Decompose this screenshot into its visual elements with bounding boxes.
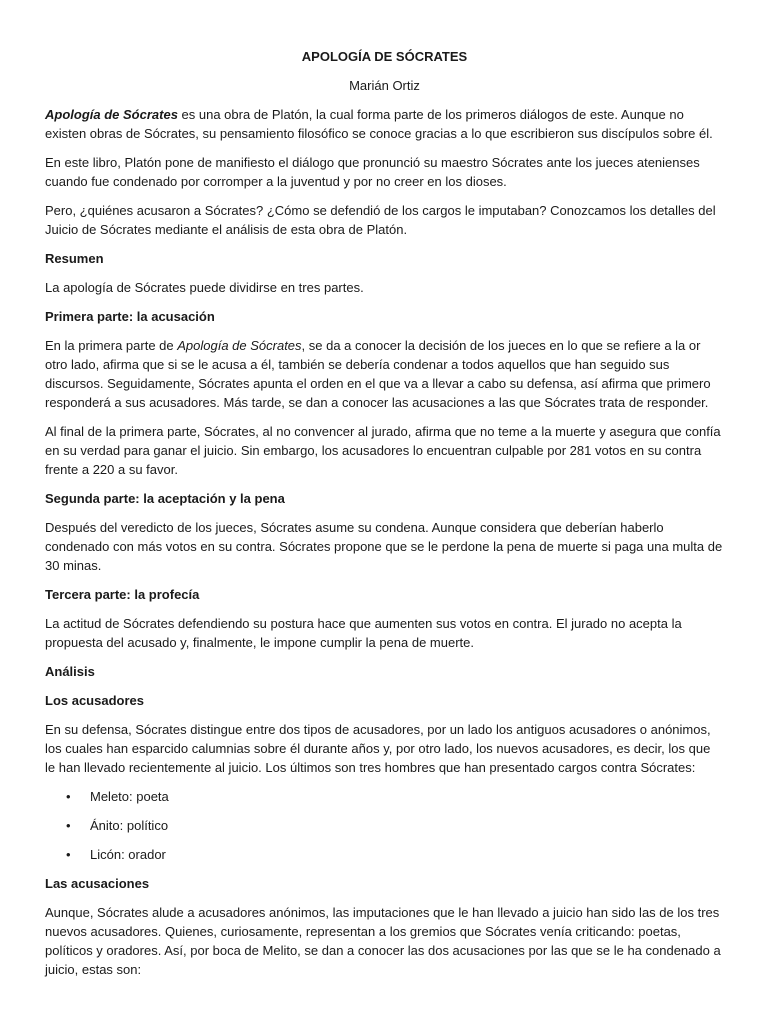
paragraph-tercera-parte: La actitud de Sócrates defendiendo su postura hace que aumenten sus votos en contra. El jurado no acepta la propuesta del acusado y, finalmente, le impone cumplir la pena de muerte. xyxy=(45,616,682,650)
accusers-list xyxy=(45,787,724,864)
heading-segunda-parte: Segunda parte: la aceptación y la pena xyxy=(45,491,285,506)
paragraph-primera-parte-1 xyxy=(45,336,724,412)
paragraph-dialogue: En este libro, Platón pone de manifiesto el diálogo que pronunció su maestro Sócrates ante los jueces atenienses cuando fue condenado por corromper a la juventud y por no creer en los dioses. xyxy=(45,155,700,189)
paragraph-resumen: La apología de Sócrates puede dividirse en tres partes. xyxy=(45,280,364,295)
list-item xyxy=(66,816,724,835)
paragraph-primera-parte-2: Al final de la primera parte, Sócrates, al no convencer al jurado, afirma que no teme a la muerte y asegura que confía en su verdad para ganar el juicio. Sin embargo, los acusadores lo encuentran culpable por 281 votos en su contra frente a 220 a su favor. xyxy=(45,424,721,477)
intro-paragraph xyxy=(45,105,724,143)
heading-analisis: Análisis xyxy=(45,664,95,679)
paragraph-acusadores: En su defensa, Sócrates distingue entre dos tipos de acusadores, por un lado los antiguos acusadores o anónimos, los cuales han esparcido calumnias sobre él durante años y, por otro lado, los nuevos acusadores, es decir, los que le han llevado recientemente al juicio. Los últimos son tres hombres que han presentado cargos contra Sócrates: xyxy=(45,722,711,775)
list-item xyxy=(66,787,724,806)
heading-acusaciones: Las acusaciones xyxy=(45,876,150,891)
heading-resumen: Resumen xyxy=(45,251,104,266)
list-item xyxy=(66,845,724,864)
paragraph-questions: Pero, ¿quiénes acusaron a Sócrates? ¿Cómo se defendió de los cargos le imputaban? Conozcamos los detalles del Juicio de Sócrates mediante el análisis de esta obra de Platón. xyxy=(45,203,716,237)
document-title: APOLOGÍA DE SÓCRATES xyxy=(301,49,468,64)
intro-book-title: Apología de Sócrates xyxy=(45,107,178,122)
list-item-text: Meleto: poeta xyxy=(90,789,169,804)
paragraph-acusaciones: Aunque, Sócrates alude a acusadores anónimos, las imputaciones que le han llevado a juicio han sido las de los tres nuevos acusadores. Quienes, curiosamente, representan a los gremios que Sócrates venía criticando: poetas, políticos y oradores. Así, por boca de Melito, se dan a conocer las dos acusaciones por las que se le ha condenado a juicio, estas son: xyxy=(45,905,721,977)
bullet-icon: • xyxy=(66,847,71,862)
heading-primera-parte: Primera parte: la acusación xyxy=(45,309,215,324)
primera-book-title: Apología de Sócrates xyxy=(177,338,302,353)
bullet-icon: • xyxy=(66,789,71,804)
list-item-text: Ánito: político xyxy=(90,818,169,833)
bullet-icon: • xyxy=(66,818,71,833)
primera-text-b: , se da a conocer la decisión de los jueces en lo que se refiere a la or otro lado, afirma que si se le acusa a él, también se debería condenar a todos aquellos que han seguido sus discursos. Seguidamente, Sócrates apunta el orden en el que va a llevar a cabo su defensa, así afirma que primero responderá a sus acusadores. Más tarde, se dan a conocer las acusaciones a las que Sócrates trata de responder. xyxy=(45,338,711,410)
list-item-text: Licón: orador xyxy=(90,847,166,862)
primera-text-a: En la primera parte de xyxy=(45,338,178,353)
heading-acusadores: Los acusadores xyxy=(45,693,144,708)
intro-text: es una obra de Platón, la cual forma parte de los primeros diálogos de este. Aunque no existen obras de Sócrates, su pensamiento filosófico se conoce gracias a lo que escribieron sus discípulos sobre él. xyxy=(45,107,713,141)
document-author: Marián Ortiz xyxy=(349,78,420,93)
paragraph-segunda-parte: Después del veredicto de los jueces, Sócrates asume su condena. Aunque considera que deberían haberlo condenado con más votos en su contra. Sócrates propone que se le perdone la pena de muerte si paga una multa de 30 minas. xyxy=(45,520,723,573)
heading-tercera-parte: Tercera parte: la profecía xyxy=(45,587,200,602)
